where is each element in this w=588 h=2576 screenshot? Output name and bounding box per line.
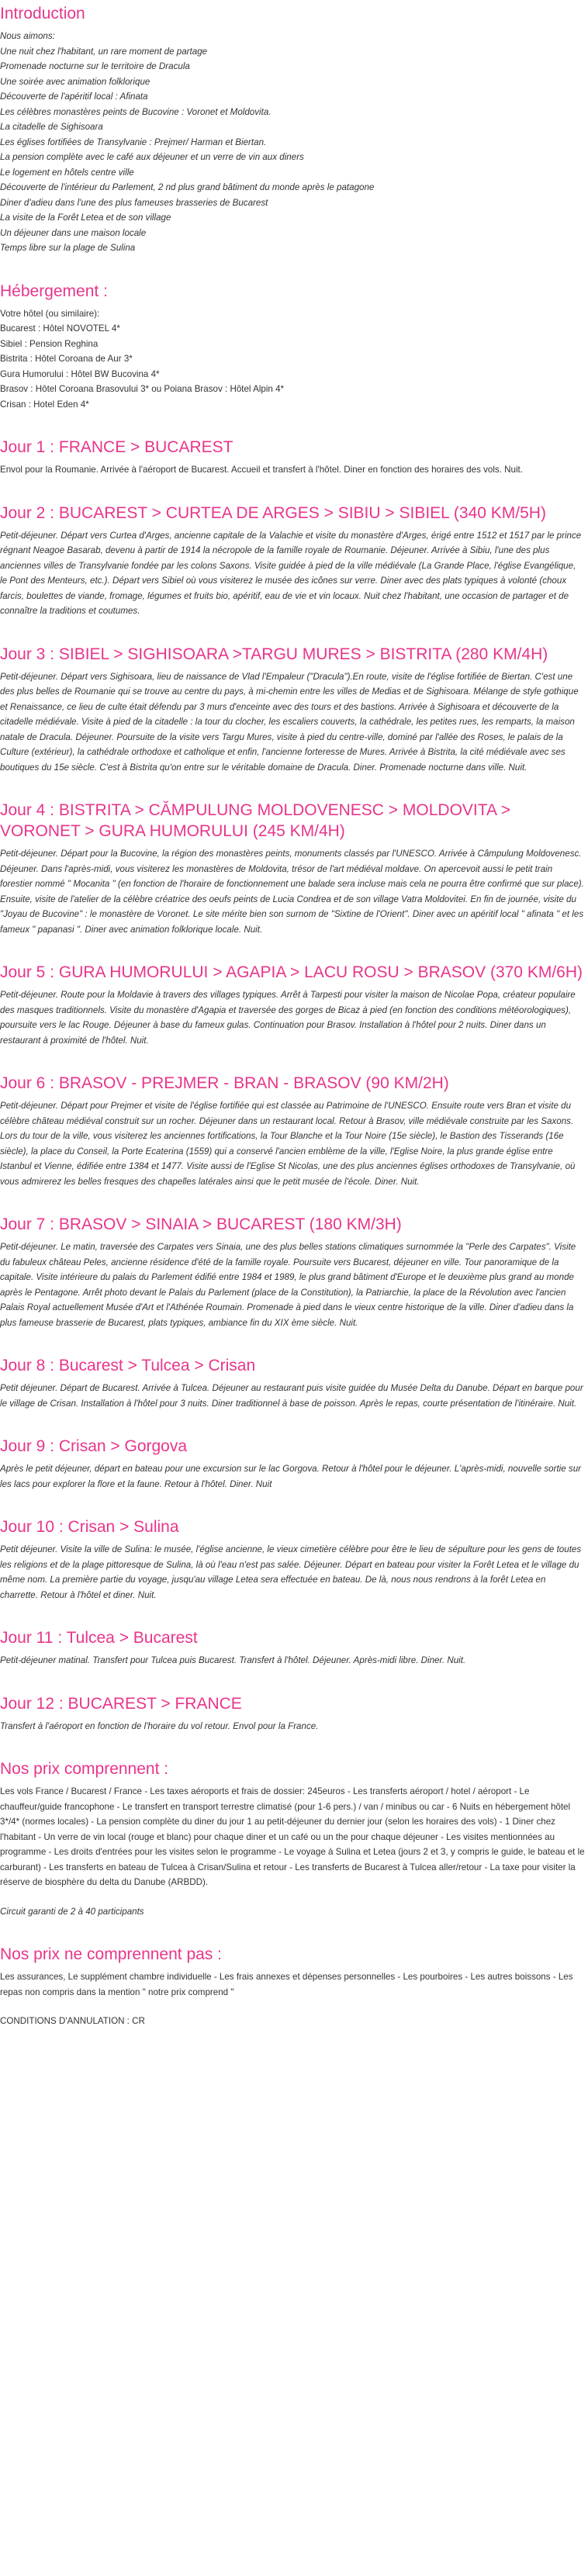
list-item: La pension complète avec le café aux déjeuner et un verre de vin aux diners (0, 152, 304, 162)
day-section (0, 1436, 585, 1492)
list-item: La citadelle de Sighisoara (0, 122, 103, 132)
list-item: Les églises fortifiées de Transylvanie : Prejmer/ Harman et Biertan. (0, 137, 267, 147)
day-heading: Jour 8 : Bucarest > Tulcea > Crisan (0, 1357, 256, 1374)
day-section (0, 800, 585, 937)
prix-comprennent-heading: Nos prix comprennent : (0, 1760, 169, 1778)
day-heading: Jour 9 : Crisan > Gorgova (0, 1437, 188, 1455)
list-item: Bucarest : Hôtel NOVOTEL 4* (0, 323, 120, 334)
introduction-section (0, 3, 585, 256)
prix-comprennent-text: Les vols France / Bucarest / France - Les taxes aéroports et frais de dossier: 245euros - Les transferts aéroport / hotel / aéroport - Le chauffeur/guide francophone - Le transfert en transport terrestre climatisé (pour 1-6 pers.) / van / minibus ou car - 6 Nuits en hébergement hôtel 3*/4* (normes locales) - La pension complète du diner du jour 1 au petit-déjeuner du dernier jour (selon les horaires des vols) - 1 Diner chez l'habitant - Un verre de vin local (rouge et blanc) pour chaque diner et un café ou un the pour chaque déjeuner - Les visites mentionnées au programme - Les droits d'entrées pour les visites selon le programme - Le voyage à Sulina et Letea (jours 2 et 3, y compris le guide, le bateau et le carburant) - Les transferts en bateau de Tulcea à Crisan/Sulina et retour - Les transferts de Bucarest à Tulcea aller/retour - La taxe pour visiter la réserve de biosphère du delta du Danube (ARBDD). (0, 1786, 585, 1887)
itinerary (0, 437, 585, 1734)
prix-comprennent-section (0, 1758, 585, 1919)
prix-ne-comprennent-pas-heading: Nos prix ne comprennent pas : (0, 1945, 222, 1963)
day-section (0, 1516, 585, 1603)
day-description: Petit-déjeuner. Route pour la Moldavie à travers des villages typiques. Arrêt à Tarpesti pour visiter la maison de Nicolae Popa, créateur populaire des masques traditionnels. Visite du monastère d'Agapia et traversée des gorges de Bicaz à pied (en fonction des conditions météorologiques), poursuite vers le lac Rouge. Déjeuner à base du fameux gulas. Continuation pour Brasov. Installation à l'hôtel pour 2 nuits. Diner dans un restaurant à proximité de l'hôtel. Nuit. (0, 990, 576, 1046)
day-heading: Jour 1 : FRANCE > BUCAREST (0, 438, 233, 456)
prix-ne-comprennent-pas-text: Les assurances, Le supplément chambre individuelle - Les frais annexes et dépenses personnelles - Les pourboires - Les autres boissons - Les repas non compris dans la mention " notre prix comprend " (0, 1972, 573, 1997)
day-heading: Jour 11 : Tulcea > Bucarest (0, 1629, 198, 1647)
day-description: Petit-déjeuner matinal. Transfert pour Tulcea puis Bucarest. Transfert à l'hôtel. Déjeuner. Après-midi libre. Diner. Nuit. (0, 1655, 466, 1665)
day-description: Petit déjeuner. Visite la ville de Sulina: le musée, l'église ancienne, le vieux cimetière célèbre pour être le lieu de sépulture pour les gens de toutes les religions et de la plage pittoresque de Sulina, là où l'eau n'est pas salée. Déjeuner. Départ en bateau pour visiter la Forêt Letea et le village du même nom. La première partie du voyage, jusqu'au village Letea sera effectuée en bateau. De là, nous nous rendrons à la forêt Letea en charrette. Retour à l'hôtel et diner. Nuit. (0, 1544, 582, 1600)
day-heading: Jour 2 : BUCAREST > CURTEA DE ARGES > SIBIU > SIBIEL (340 KM/5H) (0, 503, 546, 522)
hebergement-heading: Hébergement : (0, 282, 108, 300)
list-item: Nous aimons: (0, 31, 55, 41)
day-heading: Jour 5 : GURA HUMORULUI > AGAPIA > LACU ROSU > BRASOV (370 KM/6H) (0, 963, 583, 981)
day-description: Envol pour la Roumanie. Arrivée à l'aéroport de Bucarest. Accueil et transfert à l'hôtel. Diner en fonction des horaires des vols. Nuit. (0, 465, 523, 475)
day-heading: Jour 10 : Crisan > Sulina (0, 1518, 179, 1536)
list-item: Temps libre sur la plage de Sulina (0, 243, 136, 253)
day-section (0, 437, 585, 478)
day-section (0, 1214, 585, 1330)
list-item: Une soirée avec animation folklorique (0, 76, 150, 87)
circuit-garanti-note: Circuit garanti de 2 à 40 participants (0, 1906, 144, 1917)
day-description: Après le petit déjeuner, départ en bateau pour une excursion sur le lac Gorgova. Retour à l'hôtel pour le déjeuner. L'après-midi, nouvelle sortie sur les lacs pour explorer la flore et la faune. Retour à l'hôtel. Diner. Nuit (0, 1464, 582, 1489)
day-description: Petit déjeuner. Départ de Bucarest. Arrivée à Tulcea. Déjeuner au restaurant puis visite guidée du Musée Delta du Danube. Départ en barque pour le village de Crisan. Installation à l'hôtel pour 3 nuits. Diner traditionnel à base de poisson. Après le repas, courte présentation de l'itinéraire. Nuit. (0, 1383, 583, 1409)
list-item: Promenade nocturne sur le territoire de Dracula (0, 61, 190, 71)
introduction-list (0, 29, 585, 256)
day-section (0, 1693, 585, 1734)
day-section (0, 1355, 585, 1411)
list-item: Les célèbres monastères peints de Bucovine : Voronet et Moldovita. (0, 106, 272, 117)
list-item: Diner d'adieu dans l'une des plus fameuses brasseries de Bucarest (0, 197, 268, 208)
list-item: Découverte de l'apéritif local : Afinata (0, 92, 148, 102)
list-item: Une nuit chez l'habitant, un rare moment de partage (0, 46, 208, 57)
day-heading: Jour 6 : BRASOV - PREJMER - BRAN - BRASOV (90 KM/2H) (0, 1074, 449, 1092)
list-item: Votre hôtel (ou similaire): (0, 308, 100, 319)
list-item: La visite de la Forêt Letea et de son village (0, 213, 171, 223)
day-section (0, 503, 585, 619)
introduction-heading: Introduction (0, 5, 85, 22)
day-heading: Jour 3 : SIBIEL > SIGHISOARA >TARGU MURES > BISTRITA (280 KM/4H) (0, 645, 548, 663)
day-description: Petit-déjeuner. Départ pour Prejmer et visite de l'église fortifiée qui est classée au Patrimoine de l'UNESCO. Ensuite route vers Bran et visite du célèbre château médiéval construit sur un rocher. Déjeuner dans un restaurant local. Retour à Brasov, ville médiévale construite par les Saxons. Lors du tour de la ville, vous visiterez les anciennes fortifications, la Tour Blanche et la Tour Noire (15e siècle), le Bastion des Tisserands (16e siècle), la place du Conseil, la Porte Ecaterina (1559) qui a conservé l'ancien emblème de la ville, l'Eglise Noire, la plus grande église entre Istanbul et Vienne, édifiée entre 1384 et 1477. Visite aussi de l'Eglise St Nicolas, une des plus anciennes églises orthodoxes de Transylvanie, où vous admirerez les belles fresques des chapelles latérales ainsi que le petit musée de l'école. Diner. Nuit. (0, 1101, 576, 1187)
day-description: Petit-déjeuner. Départ vers Sighisoara, lieu de naissance de Vlad l'Empaleur ("Dracula").En route, visite de l'église fortifiée de Biertan. C'est une des plus belles de Roumanie qui se trouve au centre du pays, à mi-chemin entre les villes de Medias et de Sighisoara. Mélange de style gothique et Renaissance, ce lieu de culte était défendu par 3 murs d'enceinte avec des tours et des bastions. Arrivée à Sighisoara et découverte de la citadelle médiévale. Visite à pied de la citadelle : la tour du clocher, les escaliers couverts, la cathédrale, les petites rues, les remparts, la maison natale de Dracula. Déjeuner. Poursuite de la visite vers Targu Mures, visite à pied du centre-ville, dominé par l'allée des Roses, le palais de la Culture (extérieur), la cathédrale orthodoxe et catholique et enfin, l'ancienne forteresse de Mures. Arrivée à Bistrita, la cité médiévale avec ses boutiques du 15e siècle. C'est à Bistrita qu'on entre sur le véritable domaine de Dracula. Diner. Promenade nocturne dans ville. Nuit. (0, 671, 579, 773)
day-heading: Jour 7 : BRASOV > SINAIA > BUCAREST (180 KM/3H) (0, 1215, 402, 1233)
list-item: Le logement en hôtels centre ville (0, 167, 134, 178)
list-item: Brasov : Hôtel Coroana Brasovului 3* ou Poiana Brasov : Hôtel Alpin 4* (0, 384, 285, 394)
day-section (0, 962, 585, 1048)
day-section (0, 1073, 585, 1189)
list-item: Crisan : Hotel Eden 4* (0, 399, 89, 410)
prix-ne-comprennent-pas-section (0, 1944, 585, 2029)
list-item: Un déjeuner dans une maison locale (0, 227, 147, 238)
hebergement-section (0, 281, 585, 413)
day-section (0, 644, 585, 776)
day-description: Petit-déjeuner. Départ vers Curtea d'Arges, ancienne capitale de la Valachie et visite du monastère d'Arges, érigé entre 1512 et 1517 par le prince régnant Neagoe Basarab, devenu à partir de 1914 la nécropole de la famille royale de Roumanie. Déjeuner. Arrivée à Sibiu, l'une des plus anciennes villes de Transylvanie fondée par les colons Saxons. Visite guidée à pied de la ville médiévale (La Grande Place, l'église Evangélique, le Pont des Menteurs, etc.). Départ vers Sibiel où vous visiterez le musée des icônes sur verre. Diner avec des plats typiques à volonté (choux farcis, boulettes de viande, fromage, légumes et fruits bio, apéritif, eau de vie et vin locaux. Nuit chez l'habitant, une occasion de partager et de connaître la traditions et coutumes. (0, 530, 582, 616)
day-section (0, 1627, 585, 1668)
list-item: Gura Humorului : Hôtel BW Bucovina 4* (0, 368, 160, 379)
day-description: Transfert à l'aéroport en fonction de l'horaire du vol retour. Envol pour la France. (0, 1720, 319, 1731)
conditions-annulation: CONDITIONS D'ANNULATION : CR (0, 2016, 145, 2026)
day-description: Petit-déjeuner. Le matin, traversée des Carpates vers Sinaia, une des plus belles stations climatiques surnommée la "Perle des Carpates". Visite du fabuleux château Peles, ancienne résidence d'été de la famille royale. Poursuite vers Bucarest, déjeuner en ville. Tour panoramique de la capitale. Visite intérieure du palais du Parlement édifié entre 1984 et 1989, le plus grand bâtiment d'Europe et le deuxième plus grand au monde après le Pentagone. Arrêt photo devant le Palais du Parlement (place de la Constitution), la Patriarchie, la place de la Révolution avec l'ancien Palais Royal actuellement Musée d'Art et l'Athénée Roumain. Promenade à pied dans le vieux centre historique de la ville. Diner d'adieu dans la plus fameuse brasserie de Bucarest, plats typiques, ambiance fin du XIX ème siècle. Nuit. (0, 1242, 576, 1328)
list-item: Découverte de l'intérieur du Parlement, 2 nd plus grand bâtiment du monde après le patagone (0, 182, 375, 192)
day-heading: Jour 4 : BISTRITA > CĂMPULUNG MOLDOVENESC > MOLDOVITA > VORONET > GURA HUMORULUI (245 KM/4H) (0, 801, 510, 840)
day-heading: Jour 12 : BUCAREST > FRANCE (0, 1694, 242, 1713)
list-item: Bistrita : Hôtel Coroana de Aur 3* (0, 354, 133, 364)
hebergement-list (0, 306, 585, 413)
list-item: Sibiel : Pension Reghina (0, 338, 99, 349)
day-description: Petit-déjeuner. Départ pour la Bucovine, la région des monastères peints, monuments classés par l'UNESCO. Arrivée à Câmpulung Moldovenesc. Déjeuner. Dans l'après-midi, vous visiterez les monastères de Moldovita, trésor de l'art médiéval moldave. On apercevoit aussi le petit train forestier nommé " Mocanita " (en fonction de l'horaire de fonctionnement une balade sera incluse mais cela ne pourra être confirmé que sur place). Ensuite, visite de l'atelier de la célèbre créatrice des oeufs peints de Lucia Condrea et de son village Vatra Moldovitei. En fin de journée, visite du "Joyau de Bucovine" : le monastère de Voronet. Le site mérite bien son surnom de "Sixtine de l'Orient". Diner avec un apéritif local " afinata " et les fameux " papanasi ". Diner avec animation folklorique locale. Nuit. (0, 849, 584, 935)
